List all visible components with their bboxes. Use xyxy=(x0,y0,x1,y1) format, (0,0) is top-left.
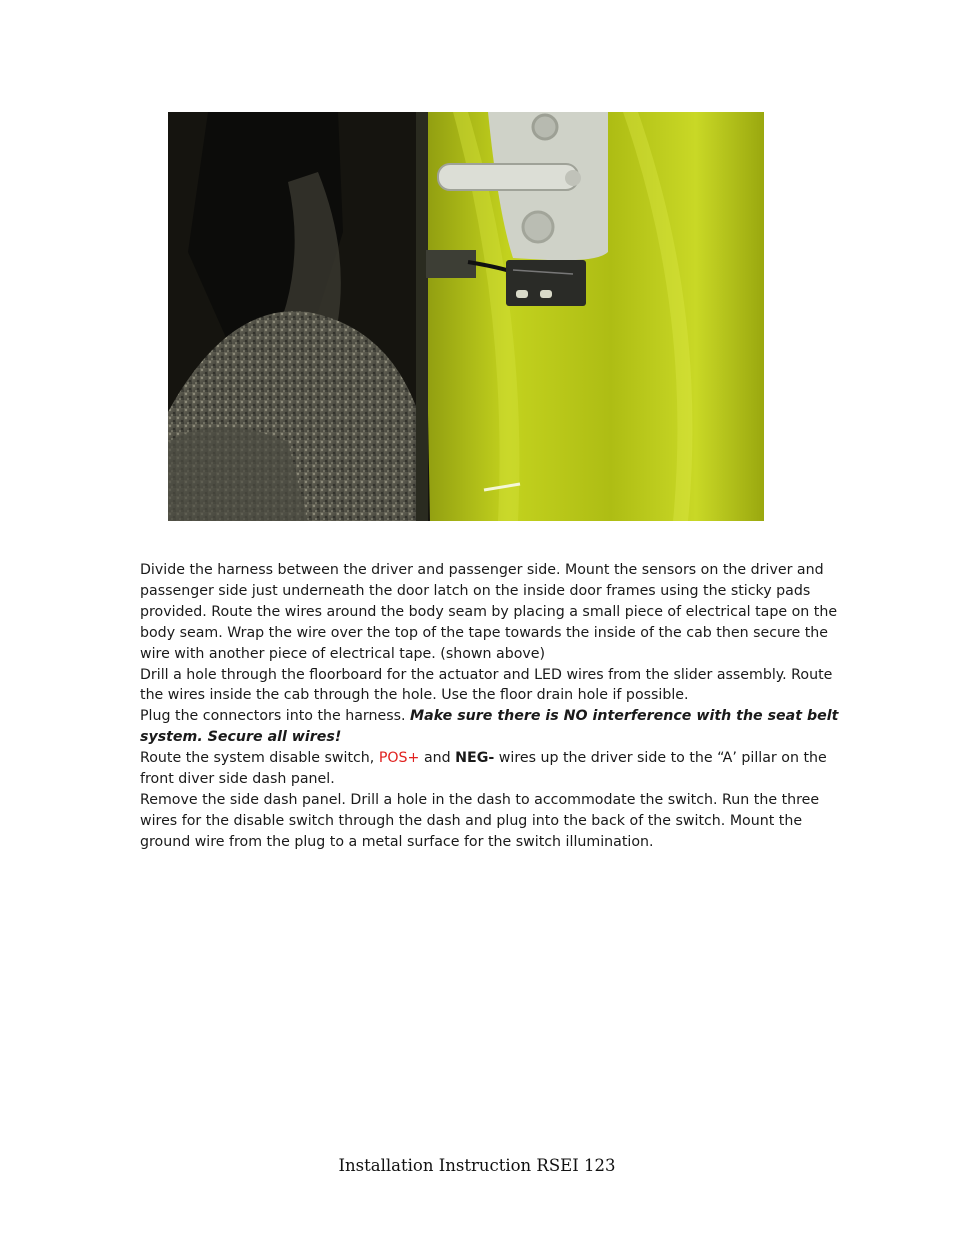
instruction-paragraph-5: Remove the side dash panel. Drill a hole in the dash to accommodate the switch. Run the three wires for the disable switch through the dash and plug into the back of the switch. Mount the ground wire from the plug to a metal surface for the switch illumination. xyxy=(140,791,820,850)
and-text: and xyxy=(419,750,456,767)
photo-illustration xyxy=(168,112,764,521)
route-switch-text: Route the system disable switch, xyxy=(140,750,379,767)
page-footer: Installation Instruction RSEI 123 xyxy=(338,1156,616,1175)
seat-belt-warning: Make sure there is NO interference with the seat belt system. Secure all wires! xyxy=(140,708,839,746)
pos-label: POS+ xyxy=(378,750,420,767)
instruction-paragraph-4 xyxy=(140,748,840,790)
door-sensor-photo xyxy=(168,112,764,521)
instruction-paragraph-1: Divide the harness between the driver and passenger side. Mount the sensors on the driver and passenger side just underneath the door latch on the inside door frames using the sticky pads provided. Route the wires around the body seam by placing a small piece of electrical tape on the body seam. Wrap the wire over the top of the tape towards the inside of the cab then secure the wire with another piece of electrical tape. (shown above) xyxy=(140,562,838,662)
neg-label: NEG- xyxy=(455,750,495,767)
instruction-text xyxy=(140,560,840,853)
plug-connectors-text: Plug the connectors into the harness. xyxy=(140,708,411,725)
instruction-paragraph-3 xyxy=(140,706,840,748)
pillar-text: wires up the driver side to the “A’ pillar on the front diver side dash panel. xyxy=(140,750,827,788)
instruction-paragraph-2: Drill a hole through the floorboard for the actuator and LED wires from the slider assembly. Route the wires inside the cab through the hole. Use the floor drain hole if possible. xyxy=(140,666,833,704)
